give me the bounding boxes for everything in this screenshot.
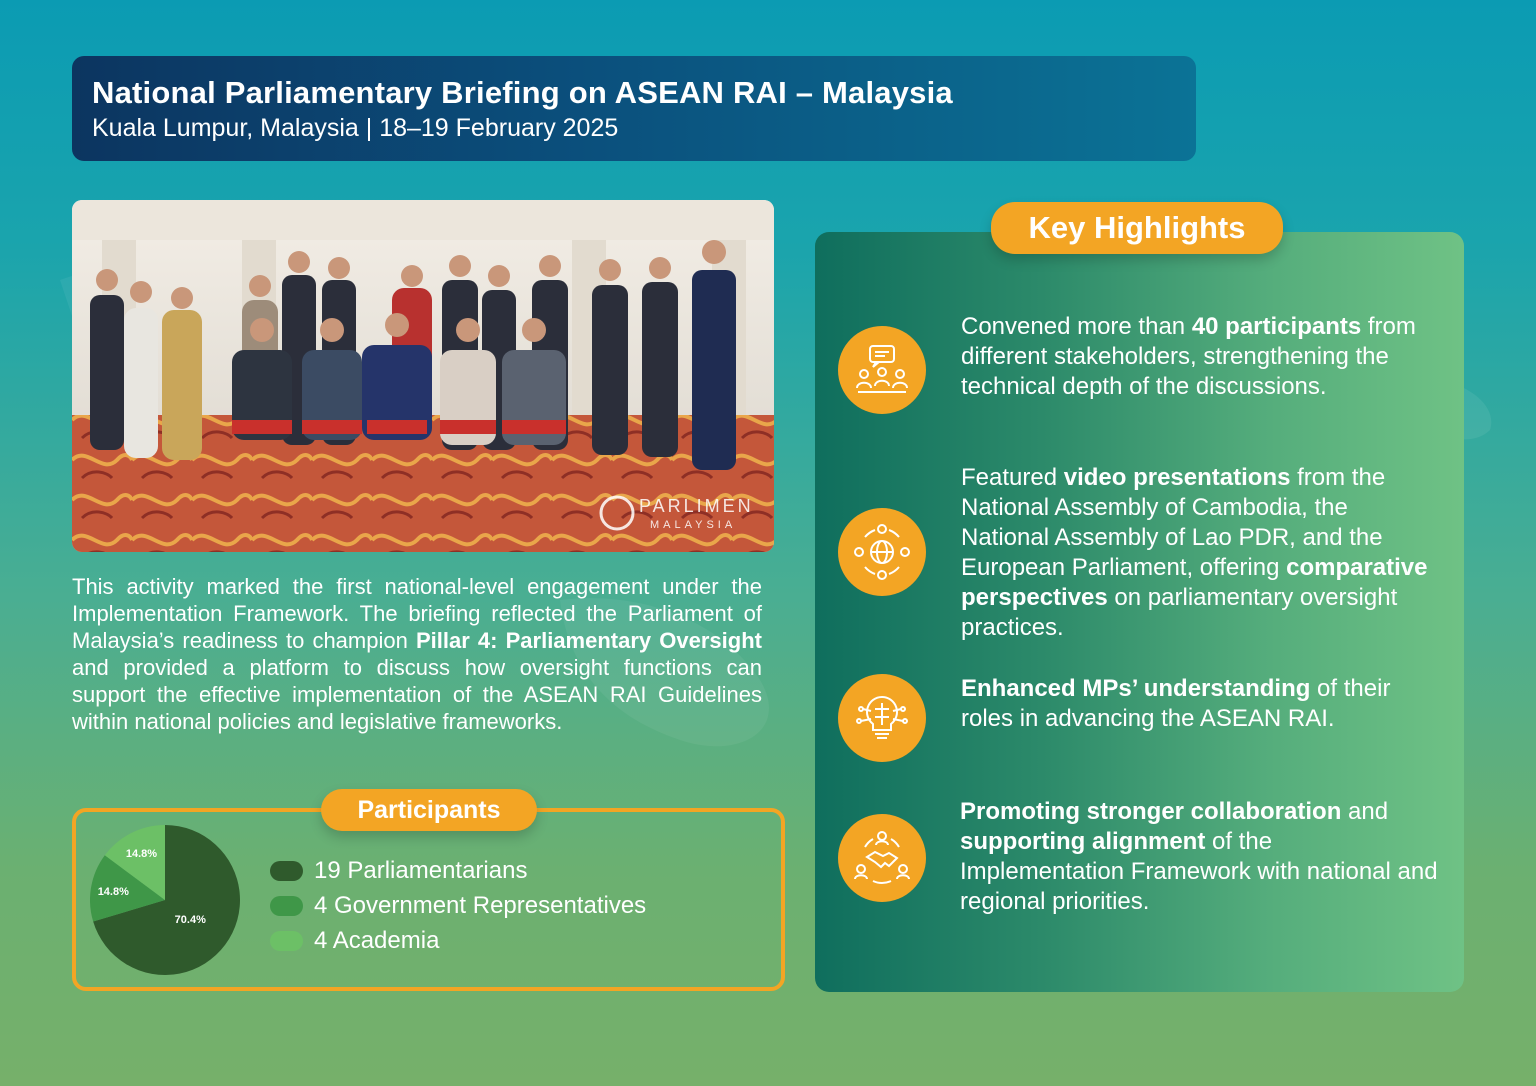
handshake-collaboration-icon: [838, 814, 926, 902]
highlight-item-mp-understanding: [961, 674, 1441, 734]
group-photo: [72, 200, 774, 552]
legend-item-government: [270, 888, 646, 923]
legend-label: 19 Parliamentarians: [314, 856, 528, 884]
legend-item-academia: [270, 923, 646, 958]
header-banner: [72, 56, 1196, 161]
highlight-text: on parliamentary oversight practices.: [961, 584, 1398, 641]
page-title: National Parliamentary Briefing on ASEAN RAI – Malaysia: [92, 75, 953, 110]
participants-heading: Participants: [321, 789, 537, 831]
highlight-text: of the Implementation Framework with national and regional priorities.: [960, 828, 1438, 915]
key-highlights-heading: Key Highlights: [991, 202, 1283, 254]
highlight-bold-text: comparative perspectives: [961, 554, 1428, 611]
ai-lightbulb-icon: [838, 674, 926, 762]
highlight-text: from the National Assembly of Cambodia, the National Assembly of Lao PDR, and the European Parliament, offering: [961, 464, 1386, 581]
highlight-item-collaboration: [960, 797, 1440, 917]
legend-label: 4 Government Representatives: [314, 891, 647, 919]
legend-item-parliamentarians: [270, 853, 646, 888]
discussion-group-icon: [838, 326, 926, 414]
legend-swatch: [270, 931, 303, 951]
activity-description: This activity marked the first national-level engagement under the Implementation Framework. The briefing reflected the Parliament of Malaysia’s readiness to champion Pillar 4: Parliamentary Oversight and provided a platform to discuss how oversight functions can support the effective implementation of the ASEAN RAI Guidelines within national policies and legislative frameworks.: [72, 574, 762, 734]
highlight-bold-text: 40 participants: [1191, 313, 1362, 340]
highlight-bold-text: Enhanced MPs’ understanding: [961, 675, 1311, 702]
highlight-text: from different stakeholders, strengthening the technical depth of the discussions.: [961, 313, 1416, 400]
highlight-text: Featured: [961, 464, 1064, 491]
pillar-highlight: Pillar 4: Parliamentary Oversight: [415, 628, 762, 653]
global-network-icon: [838, 508, 926, 596]
highlight-bold-text: Promoting stronger collaboration: [960, 798, 1342, 825]
legend-label: 4 Academia: [314, 926, 440, 954]
highlight-item-video-presentations: [961, 463, 1441, 643]
participants-pie-chart: [90, 825, 240, 975]
svg-text:MALAYSIA: MALAYSIA: [650, 519, 737, 531]
highlight-bold-text: supporting alignment: [960, 828, 1206, 855]
highlight-text: of their roles in advancing the ASEAN RAI.: [961, 675, 1391, 732]
highlight-item-participants: [961, 312, 1441, 402]
pie-data-label: 70.4%: [174, 913, 206, 926]
pie-data-label: 14.8%: [97, 885, 129, 898]
page-subtitle: Kuala Lumpur, Malaysia | 18–19 February 2025: [92, 114, 619, 142]
highlight-text: and: [1341, 798, 1389, 825]
participants-legend: [270, 853, 646, 958]
pie-data-label: 14.8%: [125, 848, 158, 861]
legend-swatch: [270, 896, 303, 916]
highlight-bold-text: video presentations: [1063, 464, 1291, 491]
legend-swatch: [270, 861, 303, 881]
svg-text:PARLIMEN: PARLIMEN: [639, 496, 754, 516]
highlight-text: Convened more than: [961, 313, 1192, 340]
